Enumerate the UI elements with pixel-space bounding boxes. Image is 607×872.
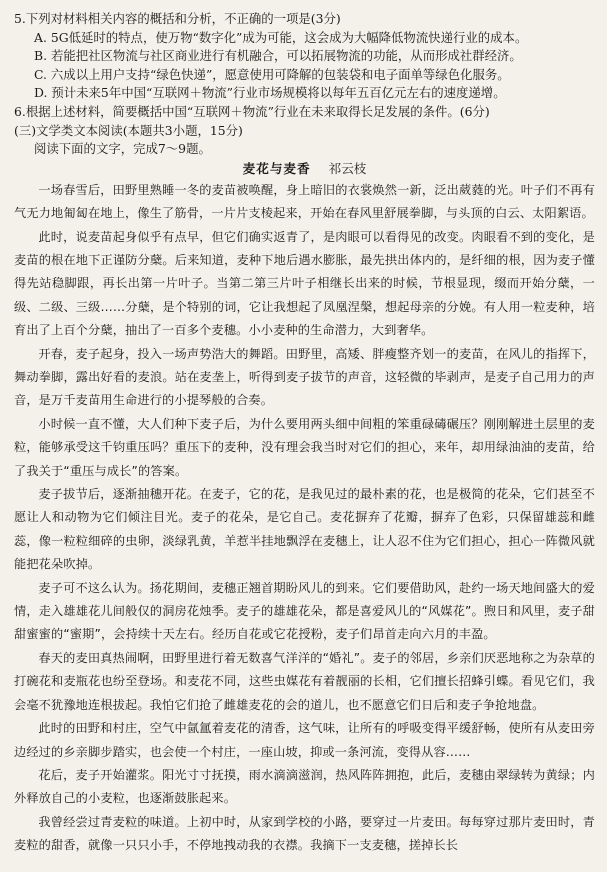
article-paragraph-9: 花后，麦子开始灌浆。阳光寸寸抚摸，雨水滴滴滋润，热风阵阵拥抱，此后，麦穗由翠绿转为黄绿；内外释放自己的小麦粒，也逐渐鼓胀起来。: [14, 767, 595, 806]
question-5-option-c: C. 六成以上用户支持“绿色快递”，愿意使用可降解的包装袋和电子面单等绿色化服务。: [34, 66, 510, 82]
article-title: 麦花与麦香: [242, 160, 311, 176]
article-author: 祁云枝: [328, 160, 367, 176]
question-5-stem: 5.下列对材料相关内容的概括和分析，不正确的一项是(3分): [14, 11, 341, 26]
article-paragraph-2: 此时，说麦苗起身似乎有点早，但它们确实返青了，是肉眼可以看得见的改变。肉眼看不到的变化，是麦苗的根在地下正谨防分蘖。后来知道，麦种下地后遇水膨胀，最先拱出体内的，是纤细的根，因为麦子懂得先站稳脚跟，再长出第一片叶子。当第二第三片叶子相继长出来的时候，节根显现，缀而开始分蘖，一级、二级、三级……分蘖，是个特别的词，它让我想起了凤凰涅槃，想起母亲的分娩。有人用一粒麦种，培育出了上百个分蘖，抽出了一百多个麦穗。小小麦种的生命潜力，大到奢华。: [14, 229, 595, 338]
article-paragraph-7: 春天的麦田真热闹啊，田野里进行着无数喜气洋洋的“婚礼”。麦子的邻居，乡亲们厌恶地称之为杂草的打碗花和麦瓶花也纷至登场。和麦花不同，这些虫媒花有着靓丽的长相，它们擅长招蜂引蝶。看见它们，我会毫不犹豫地连根拔起。我怕它们抢了雌雄麦花的会的道儿，也不愿意它们日后和麦子争抢地盘。: [14, 650, 595, 712]
question-5-option-a: A. 5G低延时的特点，使万物“数字化”成为可能，这会成为大幅降低物流快递行业的成本。: [34, 29, 528, 45]
article-heading: [14, 159, 595, 179]
article-paragraph-5: 麦子拔节后，逐渐抽穗开花。在麦子，它的花，是我见过的最朴素的花，也是极简的花朵，它们甚至不愿让人和动物为它们倾注目光。麦子的花朵，是它自己。麦花摒弃了花瓣，摒弃了色彩，只保留雄蕊和雌蕊，像一粒粒细碎的虫卵，淡绿乳黄，羊惹半挂地飘浮在麦穗上，让人忍不住为它们担心，担心一阵微风就能把花朵吹掉。: [14, 487, 595, 572]
reading-instruction: 阅读下面的文字，完成7～9题。: [34, 141, 211, 157]
article-paragraph-6: 麦子可不这么认为。扬花期间，麦穗正翘首期盼风儿的到来。它们要借助风，赴约一场天地间盛大的爱情，走入雄雄花儿间般仅的洞房花烛季。麦子的雄雄花朵，都是喜爱风儿的“风媒花”。煦日和风里，麦子甜甜蜜蜜的“蜜期”，会持续十天左右。经历自花或它花授粉，麦子们昂首走向六月的丰盈。: [14, 580, 595, 642]
article-paragraph-10: 我曾经尝过青麦粒的味道。上初中时，从家到学校的小路，要穿过一片麦田。每每穿过那片麦田时，青麦粒的甜香，就像一只只小手，不停地拽动我的衣襟。我摘下一支麦穗，搓掉长长: [14, 814, 595, 853]
question-5-option-b: B. 若能把社区物流与社区商业进行有机融合，可以拓展物流的功能，从而形成社群经济。: [34, 48, 522, 64]
article-paragraph-4: 小时候一直不懂，大人们种下麦子后，为什么要用两头细中间粗的笨重碌碡碾压？刚刚解进土层里的麦粒，能够承受这千钧重压吗？重压下的麦种，没有理会我当时对它们的担心，来年，却用绿油油的麦苗，给了我关于“重压与成长”的答案。: [14, 416, 595, 478]
question-6-text: 6.根据上述材料，简要概括中国“互联网＋物流”行业在未来取得长足发展的条件。(6分): [14, 103, 490, 119]
question-5-option-d: D. 预计未来5年中国“互联网＋物流”行业市场规模将以每年五百亿元左右的速度递增。: [34, 85, 506, 101]
article-paragraph-3: 开春，麦子起身，投入一场声势浩大的舞蹈。田野里，高矮、胖瘦整齐划一的麦苗，在风儿的指挥下，舞动拳脚，露出好看的麦浪。站在麦垄上，听得到麦子拔节的声音，这轻微的毕剥声，是麦子自己用力的声音，是万千麦苗用生命进行的小提琴般的合奏。: [14, 346, 595, 408]
article-paragraph-1: 一场春雪后，田野里熟睡一冬的麦苗被唤醒，身上暗旧的衣裳焕然一新，泛出葳蕤的光。叶子们不再有气无力地匍匐在地上，像生了筋骨，一片片支棱起来，开始在春风里舒展拳脚，与头顶的白云、太阳絮语。: [14, 182, 595, 221]
section-heading: (三)文学类文本阅读(本题共3小题，15分): [14, 122, 243, 138]
article-paragraph-8: 此时的田野和村庄，空气中氤氲着麦花的清香，这气味，让所有的呼吸变得平缓舒畅，使所有从麦田旁边经过的乡亲脚步踏实，也会使一个村庄，一座山坡，抑或一条河流，变得从容……: [14, 721, 595, 759]
